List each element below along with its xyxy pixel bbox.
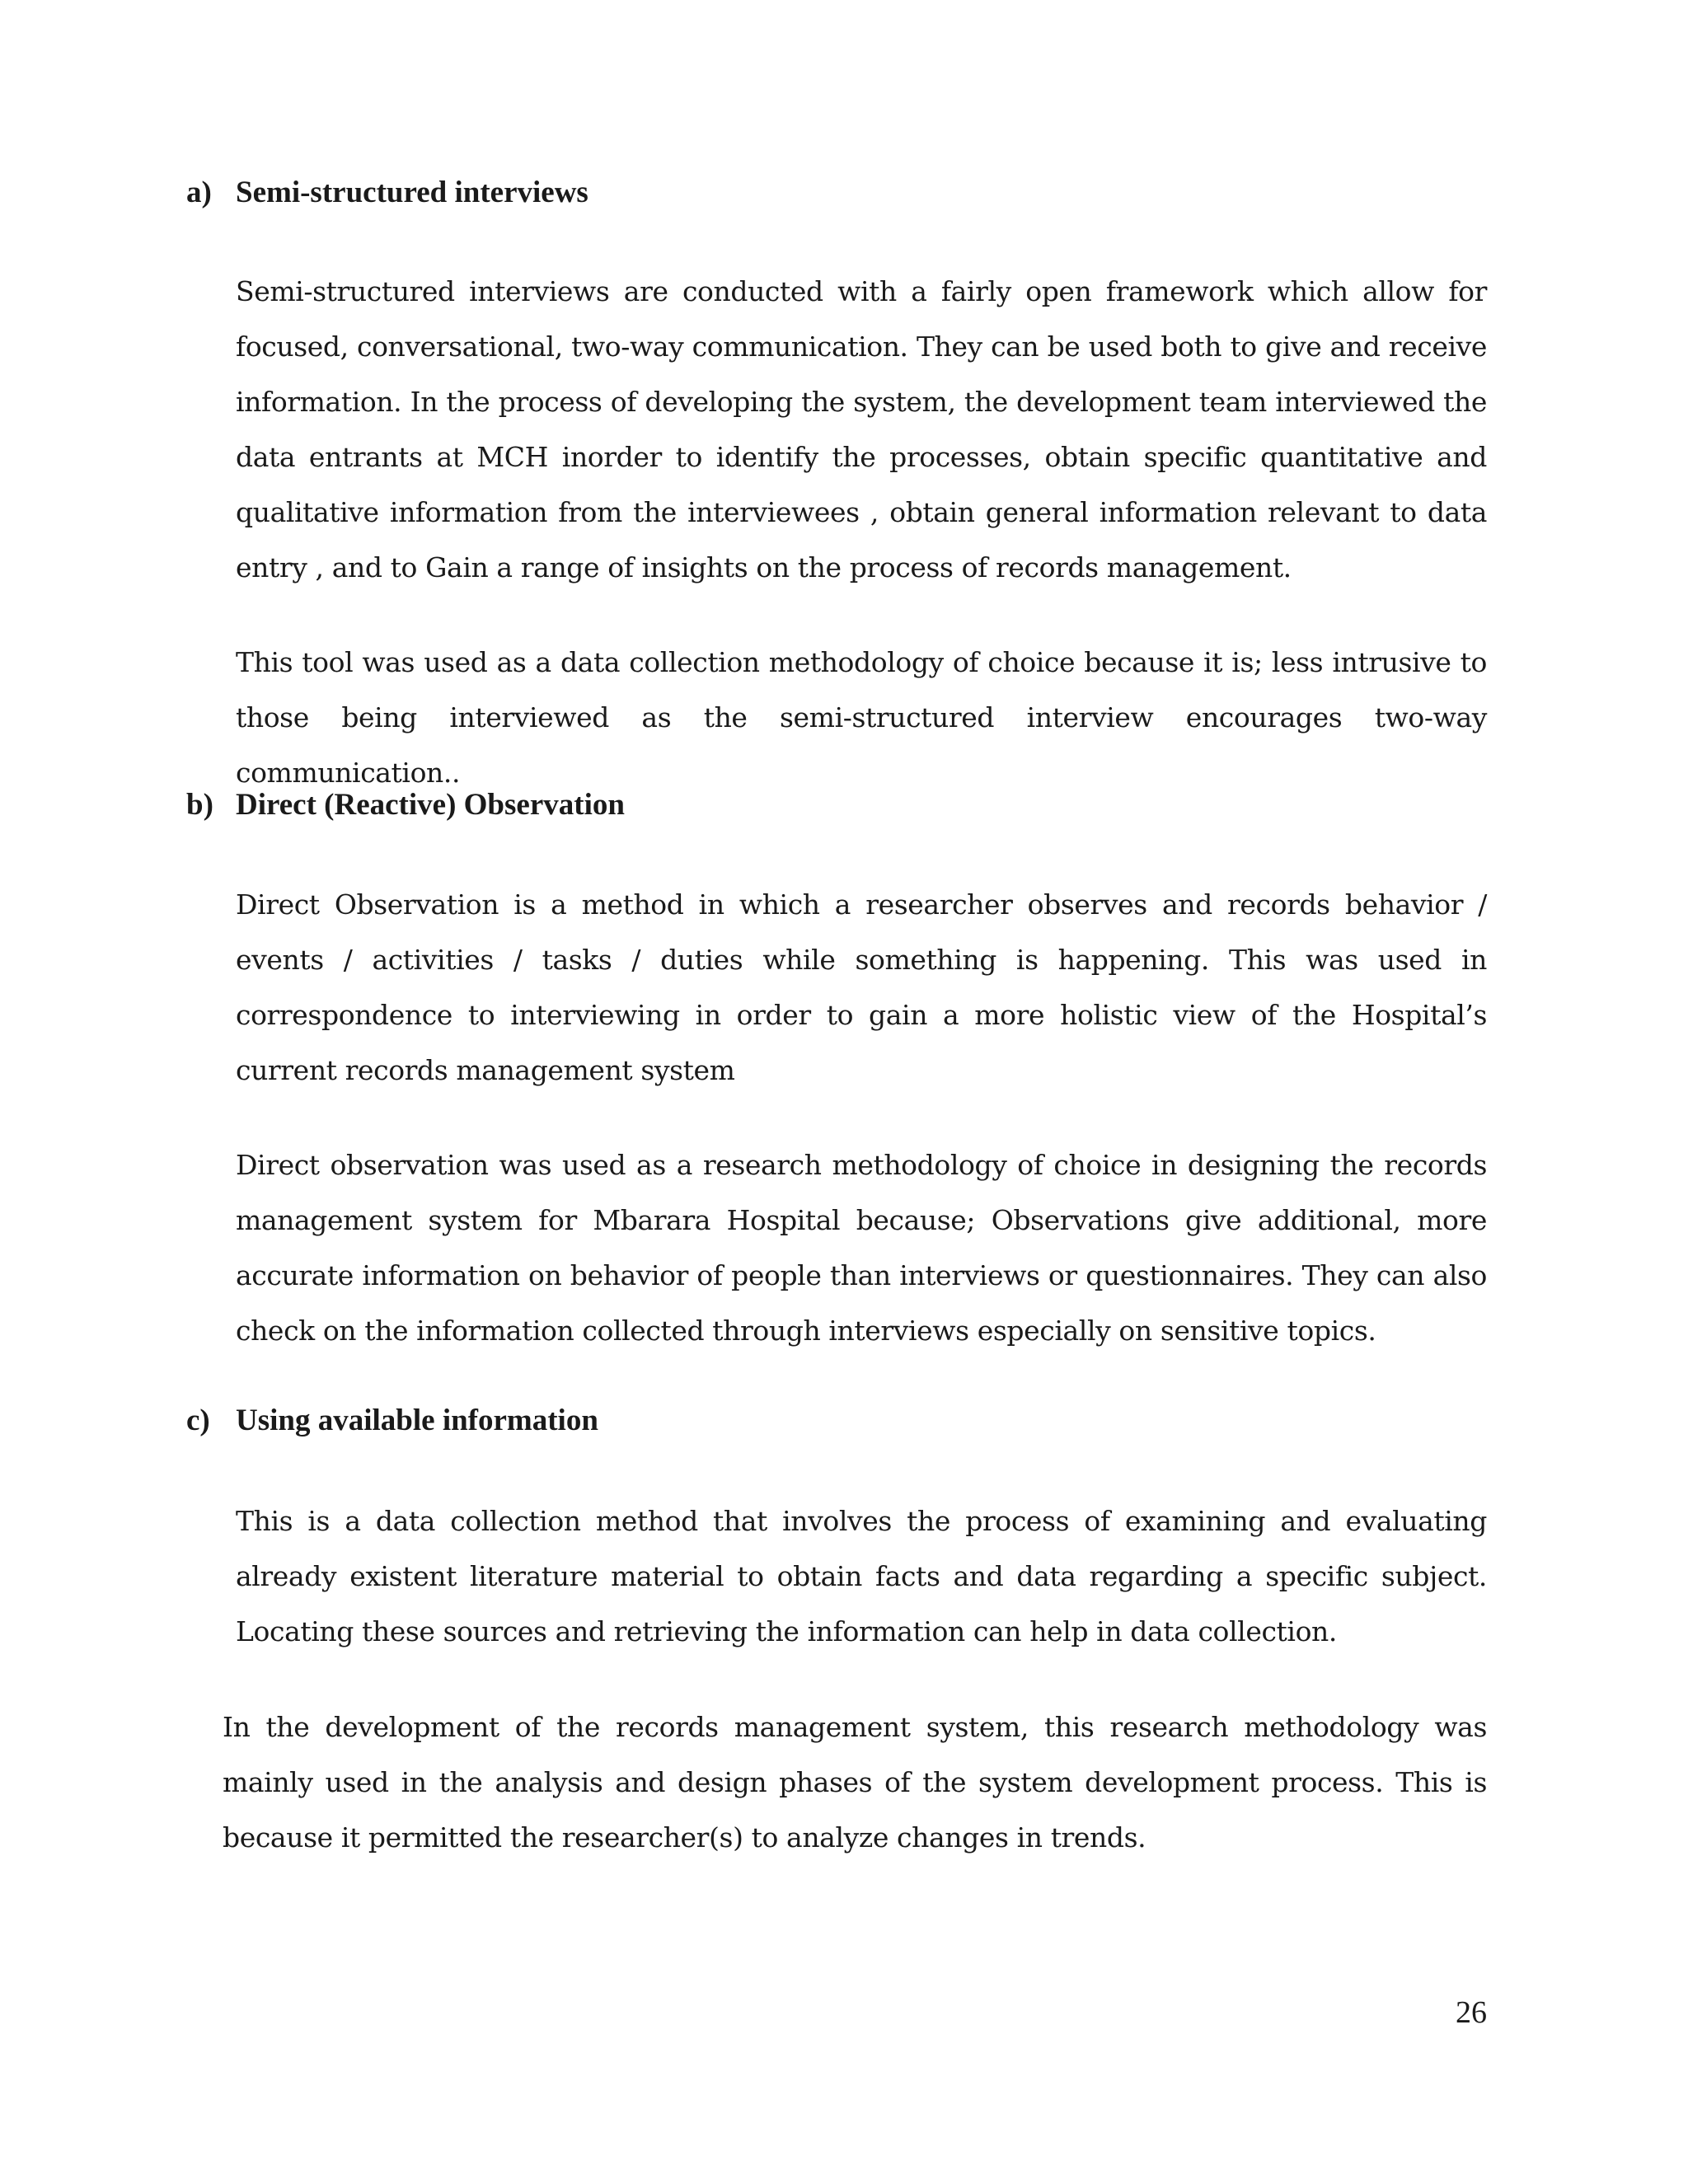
paragraph-b-2: Direct observation was used as a research methodology of choice in designing the records management system for Mbarara Hospital because; Observations give additional, more accurate information on behavior of people than interviews or questionnaires. They can also check on the information collected through interviews especially on sensitive topics. (236, 1149, 1487, 1347)
section-heading-a (186, 175, 588, 211)
paragraph-c-2: In the development of the records management system, this research methodology was mainly used in the analysis and design phases of the system development process. This is because it permitted the researcher(s) to analyze changes in trends. (223, 1711, 1487, 1854)
paragraph-c-1: This is a data collection method that involves the process of examining and evaluating already existent literature material to obtain facts and data regarding a specific subject. Locating these sources and retrieving the information can help in data collection. (236, 1505, 1487, 1647)
section-title-a: Semi-structured interviews (236, 176, 588, 209)
section-marker-b: b) (186, 788, 213, 822)
paragraph-a-1: Semi-structured interviews are conducted with a fairly open framework which allow for focused, conversational, two-way communication. They can be used both to give and receive information. In the process of developing the system, the development team interviewed the data entrants at MCH inorder to identify the processes, obtain specific quantitative and qualitative information from the interviewees , obtain general information relevant to data entry , and to Gain a range of insights on the process of records management. (236, 275, 1487, 583)
section-title-b: Direct (Reactive) Observation (236, 788, 625, 822)
section-marker-c: c) (186, 1404, 210, 1437)
paragraph-a-2: This tool was used as a data collection methodology of choice because it is; less intrusive to those being interviewed as the semi-structured interview encourages two-way communication.. (236, 646, 1487, 789)
section-title-c: Using available information (236, 1404, 598, 1437)
paragraph-b-1: Direct Observation is a method in which a researcher observes and records behavior / events / activities / tasks / duties while something is happening. This was used in correspondence to interviewing in order to gain a more holistic view of the Hospital’s current records management system (236, 888, 1487, 1086)
page-number: 26 (1456, 1995, 1487, 2030)
section-heading-c (186, 1403, 598, 1439)
section-heading-b (186, 787, 625, 823)
section-marker-a: a) (186, 176, 212, 209)
